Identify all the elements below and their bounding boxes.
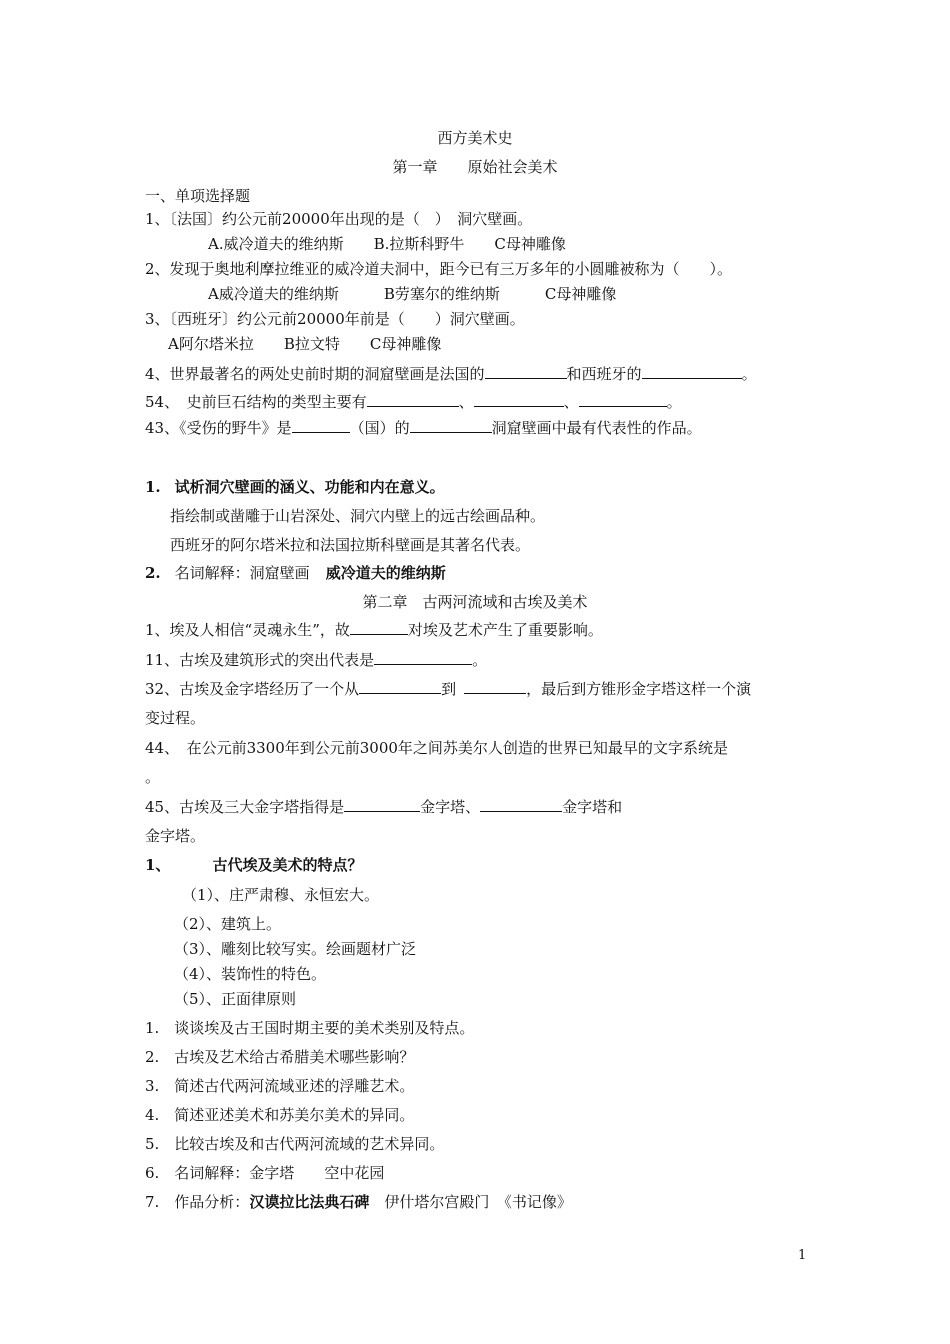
ch2-question-32: [145, 679, 751, 699]
list-item-prefix: 7. 作品分析：: [145, 1193, 250, 1211]
essay-question-2: [145, 563, 446, 583]
list-item: [145, 1192, 572, 1212]
essay-answer-line-2: 西班牙的阿尔塔米拉和法国拉斯科壁画是其著名代表。: [170, 536, 531, 554]
list-item: 4. 简述亚述美术和苏美尔美术的异同。: [145, 1106, 415, 1124]
question-3: 3、〔西班牙〕约公元前20000年前是（ ）洞穴壁画。: [145, 310, 525, 328]
ch2-question-1: [145, 620, 603, 640]
ch2-question-32-cont: 变过程。: [145, 709, 206, 727]
ch2-question-45-text: 45、古埃及三大金字塔指得是: [145, 798, 345, 816]
ch2-question-45: [145, 797, 622, 817]
section-heading: 一、单项选择题: [145, 187, 251, 205]
list-item: 1. 谈谈埃及古王国时期主要的美术类别及特点。: [145, 1019, 475, 1037]
essay-question-1-text: 试析洞穴壁画的涵义、功能和内在意义。: [174, 478, 445, 496]
artwork-title: 汉谟拉比法典石碑: [249, 1193, 370, 1211]
answer-blank: [359, 679, 441, 694]
question-4-text: 。: [741, 365, 757, 383]
term-prompt: 名词解释：洞窟壁画: [174, 564, 310, 582]
question-4: [145, 364, 757, 384]
feature-2: （2）、建筑上。: [174, 915, 282, 933]
ch2-question-32-text: 32、古埃及金字塔经历了一个从: [145, 680, 360, 698]
answer-blank: [480, 797, 562, 812]
question-1: 1、〔法国〕约公元前20000年出现的是（ ） 洞穴壁画。: [145, 210, 533, 228]
answer-blank: [350, 620, 408, 635]
question-54-text: 54、 史前巨石结构的类型主要有: [145, 393, 367, 411]
list-item: 6. 名词解释：金字塔 空中花园: [145, 1164, 385, 1182]
question-54-text: 、: [458, 393, 474, 411]
answer-blank: [367, 392, 459, 407]
answer-blank: [579, 392, 667, 407]
answer-blank: [374, 650, 472, 665]
ch2-question-44: 44、 在公元前3300年到公元前3000年之间苏美尔人创造的世界已知最早的文字系统是: [145, 739, 728, 757]
term: 威冷道夫的维纳斯: [325, 564, 446, 582]
discussion-question-1-text: 古代埃及美术的特点？: [212, 856, 363, 874]
feature-5: （5）、正面律原则: [174, 990, 297, 1008]
answer-blank: [485, 364, 567, 379]
question-43-text: （国）的: [349, 419, 410, 437]
essay-question-1: [145, 477, 445, 497]
ch2-question-11-text: 11、古埃及建筑形式的突出代表是: [145, 651, 375, 669]
item-number: 2.: [145, 564, 161, 582]
ch2-question-32-text: ，最后到方锥形金字塔这样一个演: [526, 680, 752, 698]
item-number: 1.: [145, 478, 161, 496]
question-54-text: 、: [563, 393, 579, 411]
question-2-options: A威冷道夫的维纳斯 B劳塞尔的维纳斯 C母神雕像: [208, 285, 617, 303]
ch2-question-1-text: 1、埃及人相信“灵魂永生”，故: [145, 621, 350, 639]
ch2-question-44-cont: 。: [145, 768, 161, 786]
discussion-question-1: [145, 855, 362, 875]
chapter-1-title: 第一章 原始社会美术: [392, 158, 558, 176]
doc-title: 西方美术史: [437, 129, 513, 147]
artwork-titles: 伊什塔尔宫殿门 《书记像》: [369, 1193, 572, 1211]
feature-3: （3）、雕刻比较写实。绘画题材广泛: [174, 940, 417, 958]
ch2-question-32-text: 到: [441, 680, 457, 698]
answer-blank: [474, 392, 564, 407]
list-item: 2. 古埃及艺术给古希腊美术哪些影响？: [145, 1048, 415, 1066]
ch2-question-11: [145, 650, 487, 670]
essay-answer-line-1: 指绘制或凿雕于山岩深处、洞穴内壁上的远古绘画品种。: [170, 507, 546, 525]
answer-blank: [642, 364, 742, 379]
ch2-question-1-text: 对埃及艺术产生了重要影响。: [407, 621, 603, 639]
ch2-question-45-text: 金字塔、: [420, 798, 481, 816]
question-43: [145, 418, 702, 438]
question-54: [145, 392, 682, 412]
ch2-question-11-text: 。: [472, 651, 488, 669]
list-item: 5. 比较古埃及和古代两河流域的艺术异同。: [145, 1135, 445, 1153]
item-number: 1、: [145, 856, 171, 874]
question-2: 2、发现于奥地利摩拉维亚的威冷道夫洞中，距今已有三万多年的小圆雕被称为（ ）。: [145, 260, 733, 278]
answer-blank: [344, 797, 420, 812]
question-54-text: 。: [666, 393, 682, 411]
ch2-question-45-cont: 金字塔。: [145, 827, 206, 845]
feature-4: （4）、装饰性的特色。: [174, 965, 327, 983]
answer-blank: [410, 418, 492, 433]
answer-blank: [292, 418, 350, 433]
question-43-text: 洞窟壁画中最有代表性的作品。: [491, 419, 702, 437]
answer-blank: [464, 679, 526, 694]
question-1-options: A.威冷道夫的维纳斯 B.拉斯科野牛 C母神雕像: [208, 235, 566, 253]
question-4-text: 4、世界最著名的两处史前时期的洞窟壁画是法国的: [145, 365, 485, 383]
page-number: 1: [798, 1248, 807, 1263]
ch2-question-45-text: 金字塔和: [562, 798, 623, 816]
list-item: 3. 简述古代两河流域亚述的浮雕艺术。: [145, 1077, 415, 1095]
question-43-text: 43、《受伤的野牛》是: [145, 419, 292, 437]
feature-1: （1）、庄严肃穆、永恒宏大。: [182, 886, 380, 904]
question-3-options: A阿尔塔米拉 B拉文特 C母神雕像: [168, 335, 442, 353]
question-4-text: 和西班牙的: [566, 365, 642, 383]
chapter-2-title: 第二章 古两河流域和古埃及美术: [362, 593, 588, 611]
